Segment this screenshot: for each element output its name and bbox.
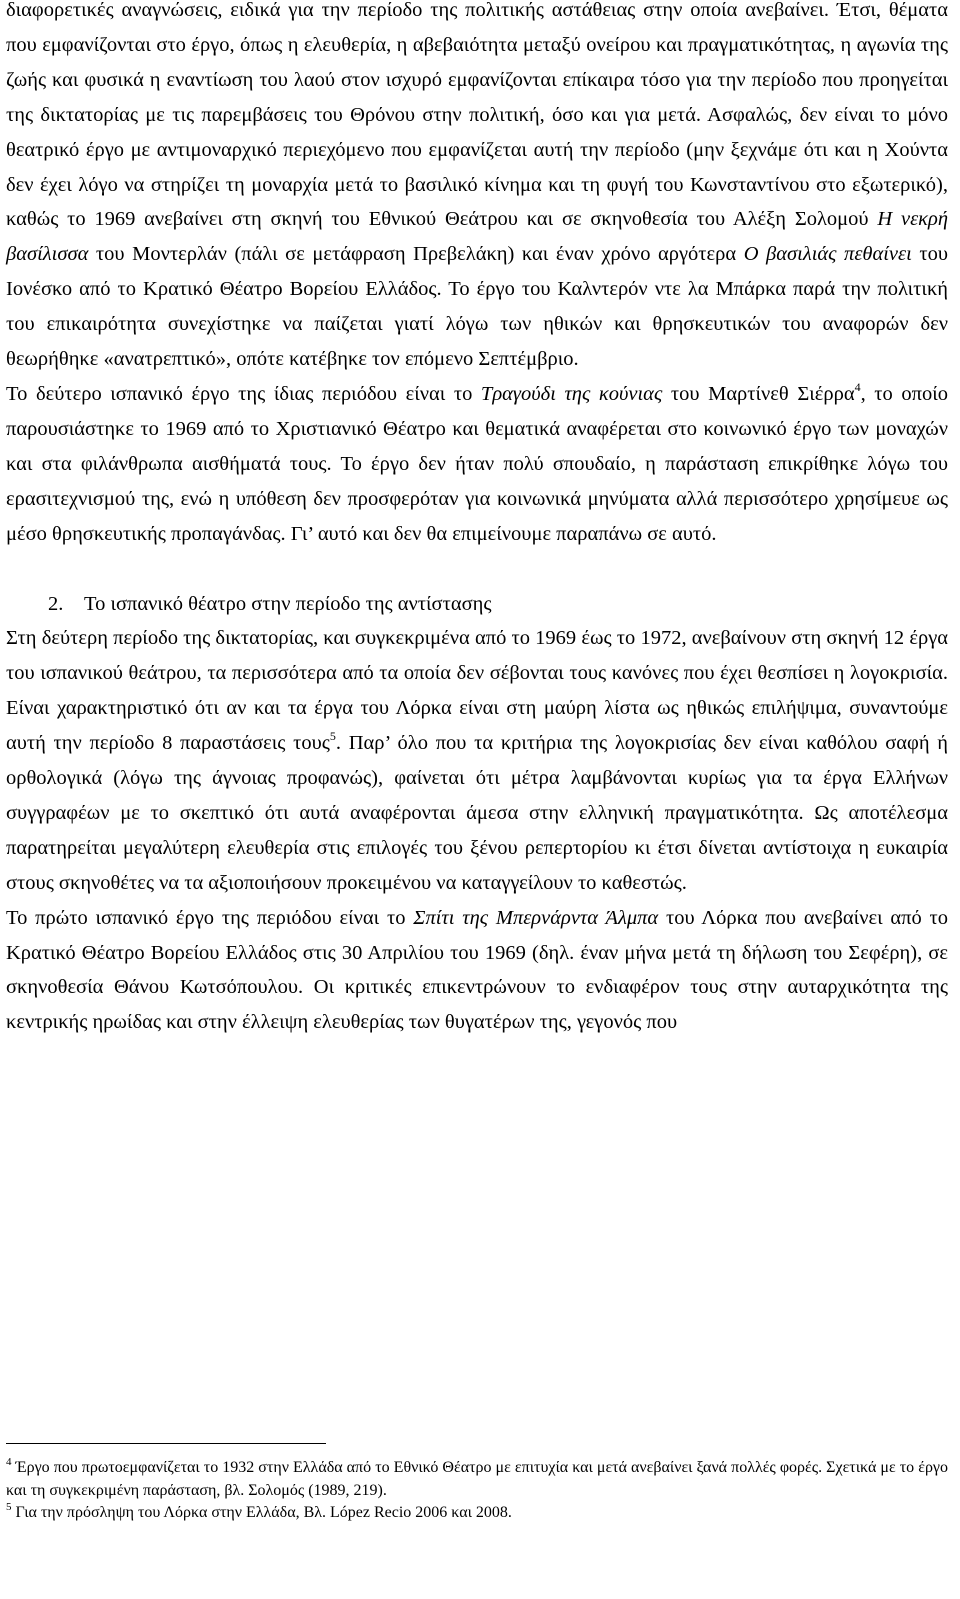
footnote xyxy=(6,1502,948,1525)
section-heading xyxy=(6,587,948,622)
paragraph xyxy=(6,377,948,552)
paragraph-text: Στη δεύτερη περίοδο της δικτατορίας, και συγκεκριμένα από το 1969 έως το 1972, ανεβαίνουν στη σκηνή 12 έργα του ισπανικού θεάτρου, τα περισσότερα από τα οποία δεν σέβονται τους κανόνες που έχει θεσπίσει η λογοκρισία. Είναι χαρακτηριστικό ότι αν και τα έργα του Λόρκα είναι στη μαύρη λίστα ως ηθικώς επιλήψιμα, συναντούμε αυτή την περίοδο 8 παραστάσεις τους xyxy=(6,627,948,755)
paragraph-text: Το δεύτερο ισπανικό έργο της ίδιας περιόδου είναι το xyxy=(6,382,473,405)
paragraph xyxy=(6,621,948,900)
work-title: Σπίτι της Μπερνάρντα Άλμπα xyxy=(413,906,659,929)
paragraph xyxy=(6,901,948,1041)
footnote-number: 5 xyxy=(6,1501,12,1513)
paragraph-text: του Λόρκα που ανεβαίνει από το Κρατικό Θέατρο Βορείου Ελλάδος στις 30 Απριλίου του 1969 (δηλ. έναν μήνα μετά τη δήλωση του Σεφέρη), σε σκηνοθεσία Θάνου Κωτσόπουλου. Οι κριτικές επικεντρώνουν το ενδιαφέρον τους στην αυταρχικότητα της κεντρικής ηρωίδας και στην έλλειψη ελευθερίας των θυγατέρων της, γεγονός που xyxy=(6,906,949,1034)
paragraph-text: του Μοντερλάν (πάλι σε μετάφραση Πρεβελάκη) και έναν χρόνο αργότερα xyxy=(95,243,737,266)
footnote-text: Έργο που πρωτοεμφανίζεται το 1932 στην Ελλάδα από το Εθνικό Θέατρο με επιτυχία και μετά ανεβαίνει ξανά πολλές φορές. Σχετικά με το έργο και τη συγκεκριμένη παράσταση, βλ. Σολομός (1989, 219). xyxy=(6,1459,948,1499)
footnote-separator xyxy=(6,1443,326,1444)
paragraph-text: του Ιονέσκο από το Κρατικό Θέατρο Βορείου Ελλάδος. Το έργο του Καλντερόν ντε λα Μπάρκα παρά την πολιτική του επικαιρότητα συνεχίστηκε να παίζεται γιατί λόγω των ηθικών και θρησκευτικών του αναφορών δεν θεωρήθηκε «ανατρεπτικό», οπότε κατέβηκε τον επόμενο Σεπτέμβριο. xyxy=(6,243,949,371)
footnote-reference[interactable]: 4 xyxy=(854,379,861,394)
paragraph-text: , το οποίο παρουσιάστηκε το 1969 από το Χριστιανικό Θέατρο και θεματικά αναφέρεται στο κοινωνικό έργο των μοναχών και στα φιλάνθρωπα αισθήματά τους. Το έργο δεν ήταν πολύ σπουδαίο, η παράσταση επικρίθηκε λόγω του ερασιτεχνισμού της, ενώ η υπόθεση δεν προσφερόταν για κοινωνικά μηνύματα αλλά περισσότερο χρησίμευε ως μέσο θρησκευτικής προπαγάνδας. Γι’ αυτό και δεν θα επιμείνουμε παραπάνω σε αυτό. xyxy=(6,382,949,545)
paragraph xyxy=(6,0,948,377)
paragraph-text: Το πρώτο ισπανικό έργο της περιόδου είναι το xyxy=(6,906,406,929)
footnotes xyxy=(6,1443,948,1525)
section-number: 2. xyxy=(48,592,64,615)
work-title: Τραγούδι της κούνιας xyxy=(480,382,663,405)
footnote-reference[interactable]: 5 xyxy=(329,729,336,744)
footnote xyxy=(6,1457,948,1502)
body-text xyxy=(6,0,948,1040)
paragraph-text: του Μαρτίνεθ Σιέρρα xyxy=(670,382,855,405)
work-title: Ο βασιλιάς πεθαίνει xyxy=(743,243,912,266)
footnote-text: Για την πρόσληψη του Λόρκα στην Ελλάδα, Βλ. López Recio 2006 και 2008. xyxy=(15,1504,512,1521)
paragraph-text: . Παρ’ όλο που τα κριτήρια της λογοκρισίας δεν είναι καθόλου σαφή ή ορθολογικά (λόγω της άγνοιας προφανώς), φαίνεται ότι μέτρα λαμβάνονται κυρίως για τα έργα Ελλήνων συγγραφέων με το σκεπτικό ότι αυτά αναφέρονται άμεσα στην ελληνική πραγματικότητα. Ως αποτέλεσμα παρατηρείται μεγαλύτερη ελευθερία στις επιλογές του ξένου ρεπερτορίου κι έτσι δίνεται αντίστοιχα η ευκαιρία στους σκηνοθέτες να τα αξιοποιήσουν προκειμένου να καταγγείλουν το καθεστώς. xyxy=(6,732,948,894)
section-title: Το ισπανικό θέατρο στην περίοδο της αντίστασης xyxy=(84,592,492,615)
paragraph-text: διαφορετικές αναγνώσεις, ειδικά για την περίοδο της πολιτικής αστάθειας στην οποία ανεβαίνει. Έτσι, θέματα που εμφανίζονται στο έργο, όπως η ελευθερία, η αβεβαιότητα μεταξύ ονείρου και πραγματικότητας, η αγωνία της ζωής και φυσικά η εναντίωση του λαού στον ισχυρό εμφανίζονται επίκαιρα τόσο για την περίοδο που προηγείται της δικτατορίας με τις παρεμβάσεις του Θρόνου στην πολιτική, όσο και για μετά. Ασφαλώς, δεν είναι το μόνο θεατρικό έργο με αντιμοναρχικό περιεχόμενο που εμφανίζεται αυτή την περίοδο (μην ξεχνάμε ότι και η Χούντα δεν έχει λόγο να στηρίζει τη μοναρχία μετά το βασιλικό κίνημα και τη φυγή του Κωνσταντίνου στο εξωτερικό), καθώς το 1969 ανεβαίνει στη σκηνή του Εθνικού Θεάτρου και σε σκηνοθεσία του Αλέξη Σολομού xyxy=(6,0,948,231)
work-title: Η νεκρή βασίλισσα xyxy=(6,208,948,266)
footnote-number: 4 xyxy=(6,1456,12,1468)
